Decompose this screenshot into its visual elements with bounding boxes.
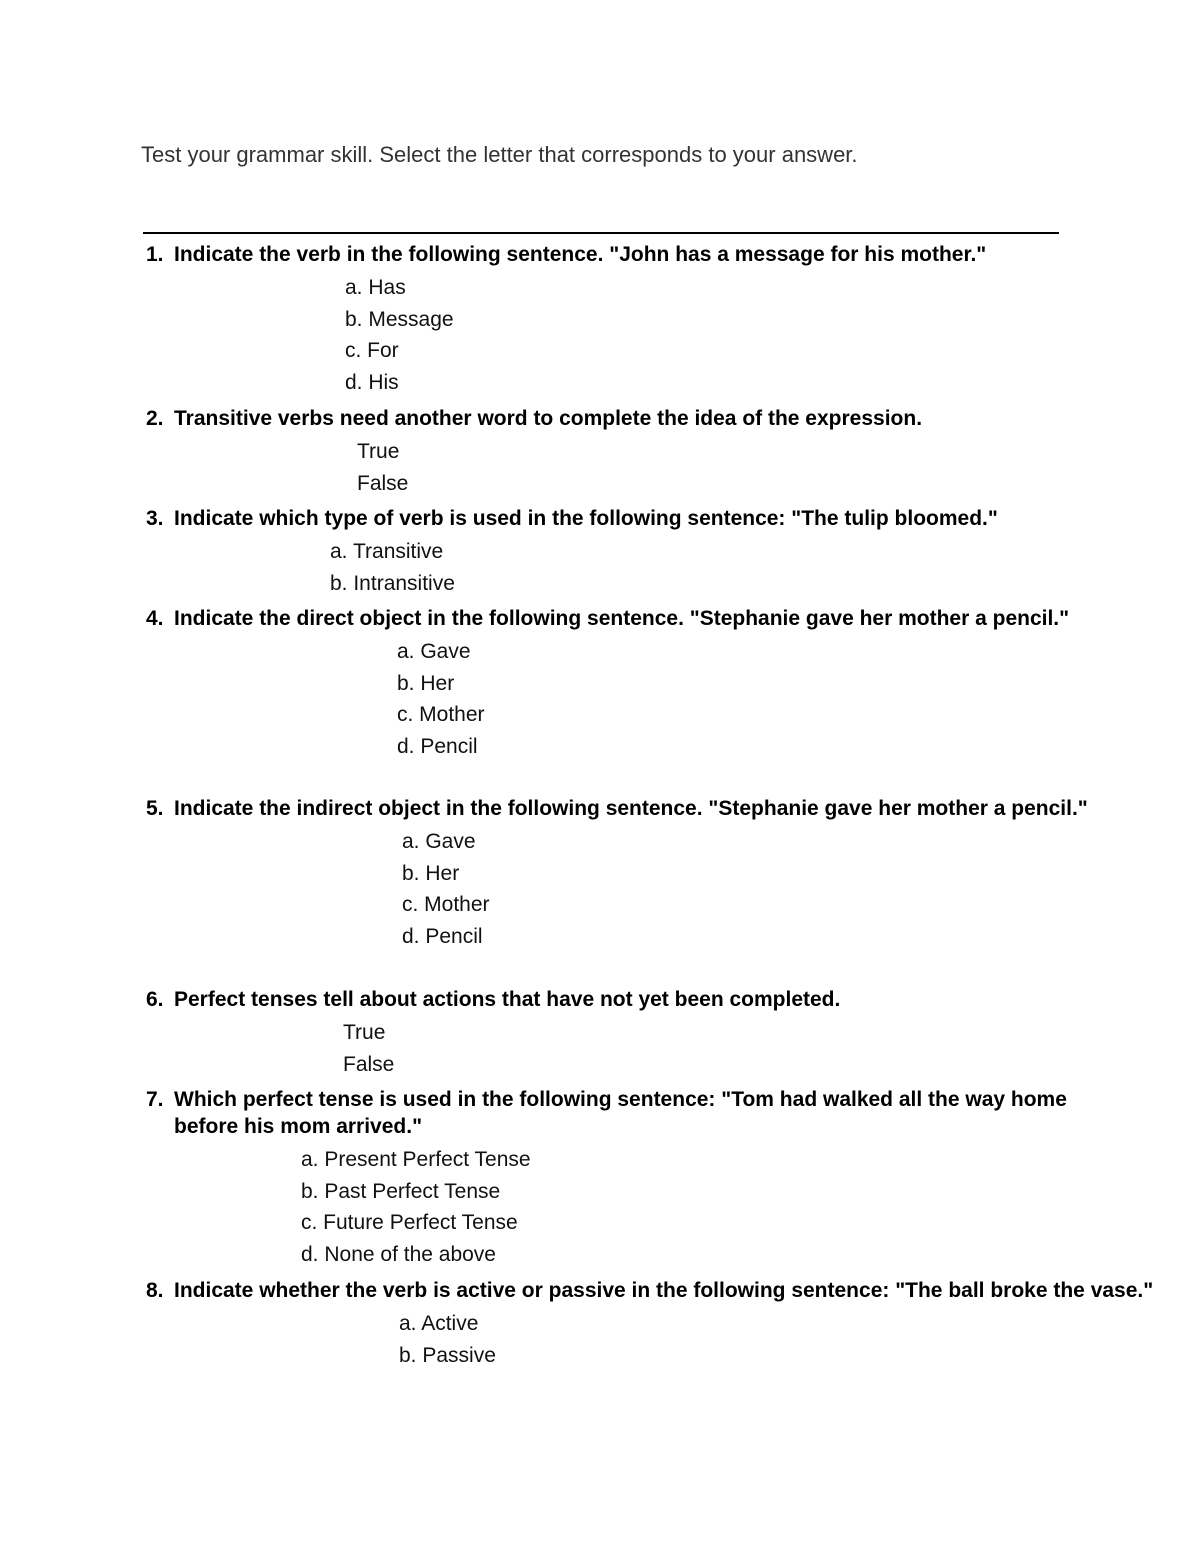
answer-options: [146, 636, 1166, 762]
answer-option[interactable]: a. Transitive: [330, 540, 444, 563]
answer-option[interactable]: b. Passive: [399, 1343, 496, 1367]
answer-option[interactable]: False: [343, 1052, 395, 1076]
question-number: 3.: [146, 507, 164, 530]
answer-options: [146, 1017, 1166, 1080]
answer-options: [146, 1144, 1166, 1270]
question-prompt: Indicate whether the verb is active or passive in the following sentence: "The ball broke the vase.": [174, 1279, 1154, 1302]
question-4: [146, 605, 1166, 762]
answer-option[interactable]: c. Mother: [402, 893, 490, 916]
divider-line: [143, 232, 1059, 234]
answer-option[interactable]: a. Has: [345, 276, 406, 299]
answer-option[interactable]: d. None of the above: [301, 1242, 496, 1266]
question-text: [146, 505, 1174, 532]
question-number: 6.: [146, 988, 164, 1011]
question-text: [146, 605, 1114, 632]
answer-option[interactable]: a. Present Perfect Tense: [301, 1148, 531, 1171]
question-prompt: Indicate which type of verb is used in the following sentence: "The tulip bloomed.": [174, 507, 998, 530]
question-prompt: Transitive verbs need another word to complete the idea of the expression.: [174, 407, 923, 430]
answer-option[interactable]: b. Intransitive: [330, 571, 455, 595]
answer-option[interactable]: a. Gave: [397, 640, 471, 663]
answer-option[interactable]: b. Her: [397, 671, 455, 695]
question-text: [146, 241, 1174, 268]
answer-option[interactable]: c. Mother: [397, 703, 485, 726]
question-prompt: Indicate the direct object in the following sentence. "Stephanie gave her mother a pencil.": [174, 607, 1070, 630]
question-number: 8.: [146, 1279, 164, 1302]
question-3: [146, 505, 1166, 599]
answer-option[interactable]: d. Pencil: [397, 734, 478, 758]
question-prompt: Indicate the verb in the following sentence. "John has a message for his mother.": [174, 243, 987, 266]
question-text: [146, 1277, 1184, 1304]
question-7: [146, 1086, 1166, 1270]
answer-option[interactable]: c. For: [345, 339, 399, 362]
question-text: [146, 1086, 1134, 1140]
answer-option[interactable]: b. Her: [402, 861, 460, 885]
answer-options: [146, 436, 1166, 499]
question-number: 7.: [146, 1088, 164, 1111]
question-text: [146, 405, 1174, 432]
question-5: [146, 795, 1166, 952]
answer-option[interactable]: b. Message: [345, 307, 454, 331]
question-number: 2.: [146, 407, 164, 430]
answer-option[interactable]: d. Pencil: [402, 924, 483, 948]
question-6: [146, 986, 1166, 1080]
answer-options: [146, 536, 1166, 599]
question-text: [146, 986, 1174, 1013]
question-number: 4.: [146, 607, 164, 630]
instructions: Test your grammar skill. Select the letter that corresponds to your answer.: [141, 142, 858, 167]
answer-option[interactable]: True: [357, 440, 400, 463]
question-2: [146, 405, 1166, 499]
question-text: [146, 795, 1134, 822]
answer-options: [146, 826, 1166, 952]
question-prompt: Indicate the indirect object in the following sentence. "Stephanie gave her mother a pencil.": [174, 797, 1088, 820]
question-prompt: Perfect tenses tell about actions that have not yet been completed.: [174, 988, 841, 1011]
question-number: 5.: [146, 797, 164, 820]
answer-option[interactable]: True: [343, 1021, 386, 1044]
answer-option[interactable]: c. Future Perfect Tense: [301, 1211, 518, 1234]
answer-option[interactable]: False: [357, 471, 409, 495]
answer-option[interactable]: b. Past Perfect Tense: [301, 1179, 501, 1203]
question-1: [146, 241, 1166, 398]
answer-options: [146, 1308, 1166, 1371]
answer-option[interactable]: a. Active: [399, 1312, 479, 1335]
question-8: [146, 1277, 1166, 1371]
question-prompt: Which perfect tense is used in the following sentence: "Tom had walked all the way home before his mom arrived.": [174, 1088, 1067, 1138]
question-number: 1.: [146, 243, 164, 266]
answer-options: [146, 272, 1166, 398]
answer-option[interactable]: d. His: [345, 370, 399, 394]
answer-option[interactable]: a. Gave: [402, 830, 476, 853]
